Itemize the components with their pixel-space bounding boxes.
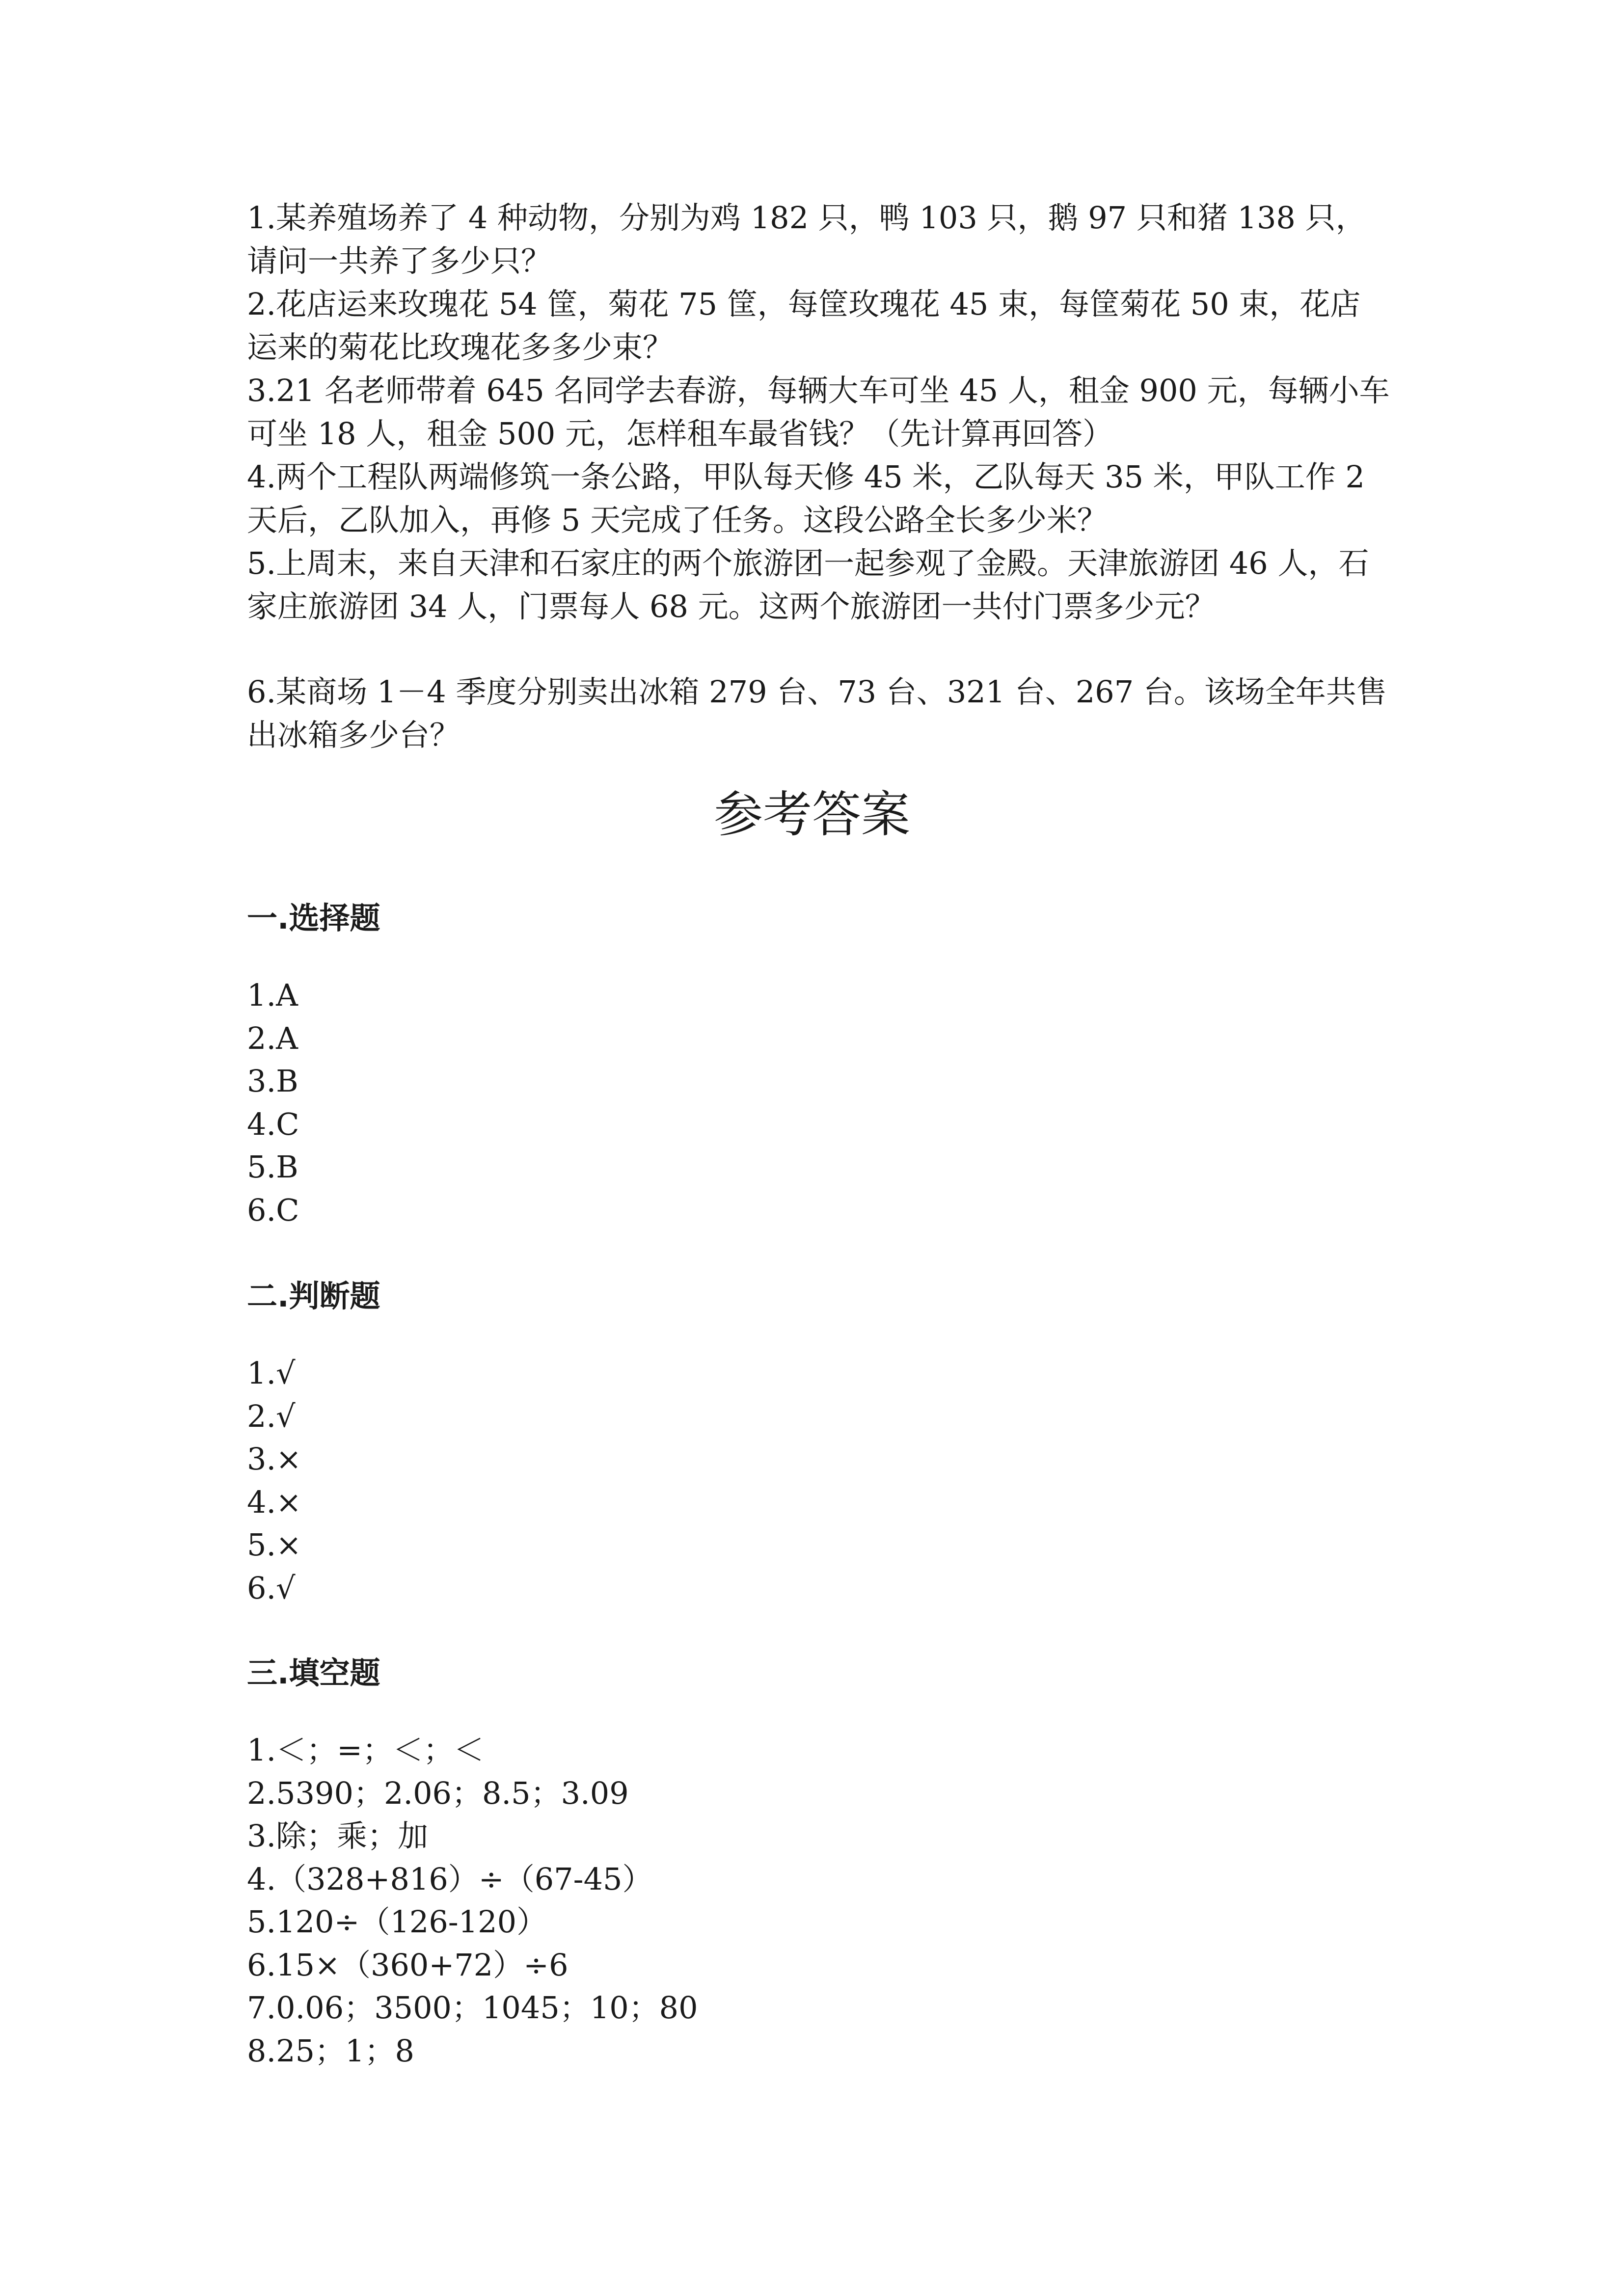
section-heading: 一.选择题: [247, 900, 380, 936]
answer-item: 1.A: [247, 977, 298, 1013]
answer-item: 2.A: [247, 1020, 298, 1056]
answer-item: 3.除；乘；加: [247, 1818, 429, 1854]
answer-item: 4.（328+816）÷（67-45）: [247, 1861, 653, 1897]
word-problems: [247, 196, 1391, 757]
problem-4: 4.两个工程队两端修筑一条公路，甲队每天修 45 米，乙队每天 35 米，甲队工作 2 天后，乙队加入，再修 5 天完成了任务。这段公路全长多少米？: [247, 459, 1365, 538]
answer-item: 3.B: [247, 1063, 298, 1099]
section-multiple-choice: [247, 896, 1391, 1231]
answer-item: 6.√: [247, 1570, 296, 1606]
problem-5: 5.上周末，来自天津和石家庄的两个旅游团一起参观了金殿。天津旅游团 46 人，石家庄旅游团 34 人，门票每人 68 元。这两个旅游团一共付门票多少元？: [247, 545, 1369, 624]
problem-2: 2.花店运来玫瑰花 54 筐，菊花 75 筐，每筐玫瑰花 45 束，每筐菊花 50 束，花店运来的菊花比玫瑰花多多少束？: [247, 286, 1361, 365]
answer-item: 8.25；1；8: [247, 2032, 414, 2069]
answer-item: 4.C: [247, 1106, 299, 1142]
answer-item: 7.0.06；3500；1045；10；80: [247, 1990, 698, 2026]
section-true-false: [247, 1274, 1391, 1609]
answer-item: 2.5390；2.06；8.5；3.09: [247, 1775, 629, 1811]
answer-item: 1.＜；=；＜；＜: [247, 1732, 485, 1768]
answer-item: 1.√: [247, 1355, 296, 1391]
answer-item: 2.√: [247, 1398, 296, 1434]
section-heading: 二.判断题: [247, 1278, 380, 1314]
section-heading: 三.填空题: [247, 1655, 380, 1691]
answer-key-title: 参考答案: [714, 786, 910, 843]
problem-1: 1.某养殖场养了 4 种动物，分别为鸡 182 只，鸭 103 只，鹅 97 只和猪 138 只，请问一共养了多少只？: [247, 200, 1366, 279]
section-fill-in-blank: [247, 1651, 1391, 2072]
answer-item: 3.×: [247, 1441, 302, 1477]
answer-item: 5.×: [247, 1527, 302, 1563]
answer-item: 6.C: [247, 1192, 299, 1228]
problem-3: 3.21 名老师带着 645 名同学去春游，每辆大车可坐 45 人，租金 900 元，每辆小车可坐 18 人，租金 500 元，怎样租车最省钱？（先计算再回答）: [247, 373, 1390, 452]
answer-item: 4.×: [247, 1484, 302, 1520]
answer-item: 5.120÷（126-120）: [247, 1904, 547, 1940]
problem-6: 6.某商场 1－4 季度分别卖出冰箱 279 台、73 台、321 台、267 台。该场全年共售出冰箱多少台？: [247, 674, 1387, 753]
answer-item: 6.15×（360+72）÷6: [247, 1947, 568, 1983]
answer-item: 5.B: [247, 1149, 298, 1185]
